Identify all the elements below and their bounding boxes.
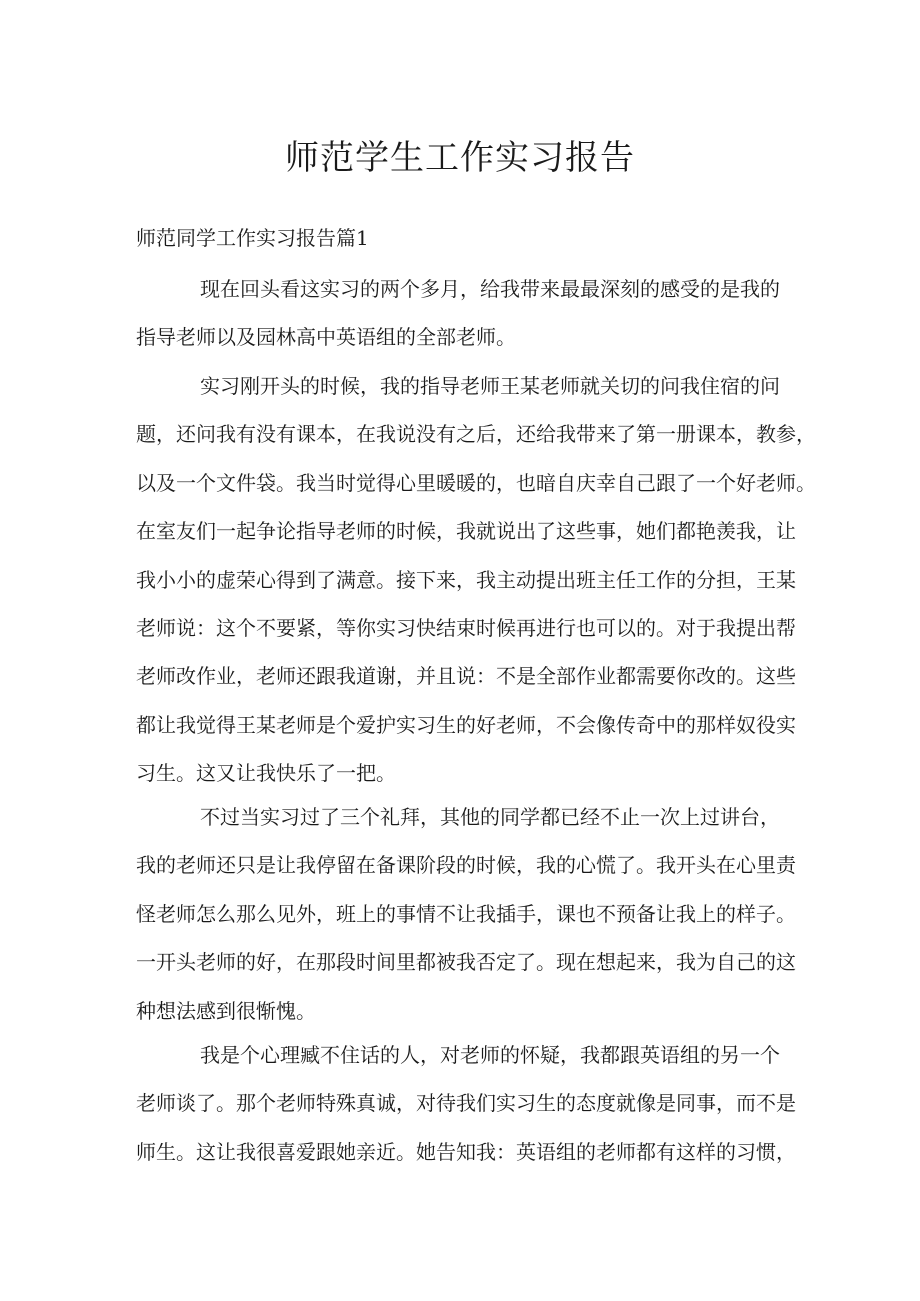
paragraph-3 [136,793,796,1035]
paragraph-line: 老师谈了。那个老师特殊真诚，对待我们实习生的态度就像是同事，而不是 [136,1091,796,1116]
paragraph-2 [136,362,816,798]
paragraph-line: 我是个心理臧不住话的人，对老师的怀疑，我都跟英语组的另一个 [200,1043,780,1067]
paragraph-line: 现在回头看这实习的两个多月，给我带来最最深刻的感受的是我的 [200,277,780,301]
paragraph-line: 我小小的虚荣心得到了满意。接下来，我主动提出班主任工作的分担，王某 [136,567,796,592]
paragraph-line: 怪老师怎么那么见外，班上的事情不让我插手，课也不预备让我上的样子。 [136,901,796,926]
paragraph-4 [136,1031,796,1176]
paragraph-line: 种想法感到很惭愧。 [136,998,316,1023]
paragraph-line: 习生。这又让我快乐了一把。 [136,761,396,786]
paragraph-line: 指导老师以及园林高中英语组的全部老师。 [136,325,516,350]
paragraph-line: 以及一个文件袋。我当时觉得心里暖暖的，也暗自庆幸自己跟了一个好老师。 [136,470,816,495]
paragraph-line: 题，还问我有没有课本，在我说没有之后，还给我带来了第一册课本，教参， [136,422,816,447]
section-heading: 师范同学工作实习报告篇1 [136,226,369,250]
paragraph-1 [136,265,796,362]
paragraph-line: 老师改作业，老师还跟我道谢，并且说：不是全部作业都需要你改的。这些 [136,664,796,689]
paragraph-line: 都让我觉得王某老师是个爱护实习生的好老师，不会像传奇中的那样奴役实 [136,712,796,737]
document-title: 师范学生工作实习报告 [285,138,635,178]
paragraph-line: 实习刚开头的时候，我的指导老师王某老师就关切的问我住宿的问 [200,374,780,398]
paragraph-line: 一开头老师的好，在那段时间里都被我否定了。现在想起来，我为自己的这 [136,950,796,975]
paragraph-line: 师生。这让我很喜爱跟她亲近。她告知我：英语组的老师都有这样的习惯， [136,1139,796,1164]
paragraph-line: 老师说：这个不要紧，等你实习快结束时候再进行也可以的。对于我提出帮 [136,616,796,641]
paragraph-line: 不过当实习过了三个礼拜，其他的同学都已经不止一次上过讲台， [200,805,780,829]
paragraph-line: 在室友们一起争论指导老师的时候，我就说出了这些事，她们都艳羡我，让 [136,519,796,544]
paragraph-line: 我的老师还只是让我停留在备课阶段的时候，我的心慌了。我开头在心里责 [136,853,796,878]
